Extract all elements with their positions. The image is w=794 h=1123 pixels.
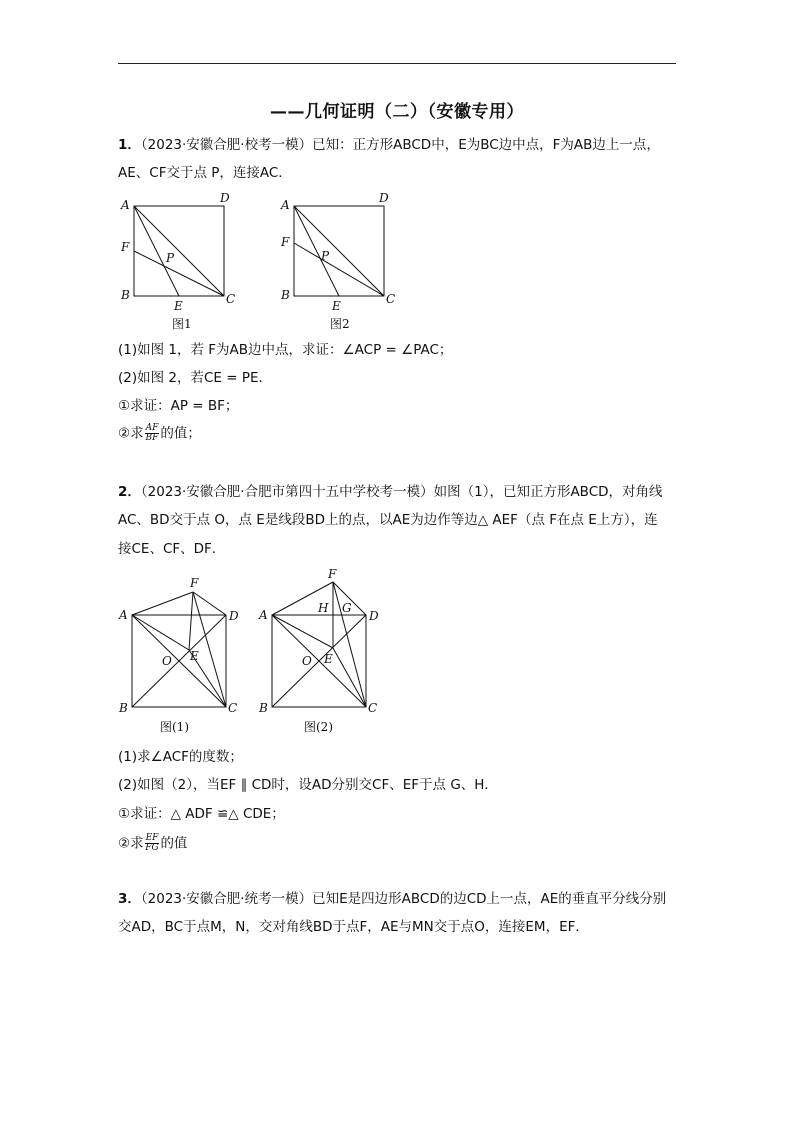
- p1-q2b-numerator: AF: [145, 423, 159, 433]
- problem-1-figure-1: [118, 188, 248, 342]
- fig2-label-p: P: [321, 249, 330, 263]
- fig1-label-e: E: [174, 299, 183, 313]
- problem-1-number: 1．: [118, 137, 141, 153]
- fig-2-1-caption: 图(1): [160, 720, 189, 734]
- problem-2-number: 2．: [118, 484, 141, 500]
- fig-2-2-label-a: A: [259, 608, 268, 622]
- p1-q2b-fraction: [145, 424, 160, 443]
- fig2-label-f: F: [281, 235, 290, 249]
- fig1-caption: 图1: [172, 317, 192, 331]
- fig-2-1-label-c: C: [228, 701, 238, 715]
- problem-3-source: （2023·安徽合肥·统考一模）: [140, 891, 313, 907]
- fig-2-2-label-c: C: [368, 701, 378, 715]
- fig-2-1-label-f: F: [190, 576, 199, 590]
- problem-2-figure-2: [258, 562, 388, 746]
- problem-1-question-2: (2)如图 2，若CE = PE．: [118, 370, 273, 386]
- fig2-label-d: D: [379, 191, 389, 205]
- problem-2-question-2: (2)如图（2），当EF ∥ CD时，设AD分别交CF、EF于点 G、H．: [118, 777, 498, 793]
- fig2-label-b: B: [281, 288, 290, 302]
- problem-1-question-1: (1)如图 1，若 F为AB边中点，求证：∠ACP = ∠PAC；: [118, 342, 453, 358]
- fig2-label-e: E: [332, 299, 341, 313]
- fig1-label-b: B: [121, 288, 130, 302]
- p1-q2b-suffix: 的值；: [160, 425, 201, 442]
- fig-2-2-label-f: F: [328, 567, 337, 581]
- problem-1-text-1: 已知：正方形ABCD中，E为BC边中点，F为AB边上一点，: [312, 137, 660, 153]
- problem-2-line-3: 接CE、CF、DF．: [118, 541, 226, 557]
- problem-2-figure-1: [118, 570, 248, 744]
- problem-1-question-2a: ①求证：AP = BF；: [118, 398, 239, 414]
- p2-q2b-suffix: 的值: [160, 835, 188, 852]
- fig-2-1-label-e: E: [190, 649, 199, 663]
- page-title: ——几何证明（二）（安徽专用）: [270, 102, 524, 122]
- fig-2-2-label-o: O: [302, 654, 312, 668]
- fig-2-2-label-e: E: [324, 652, 333, 666]
- fig1-label-c: C: [226, 292, 236, 306]
- problem-2-question-2b: [118, 834, 187, 853]
- problem-3-text-1: 已知E是四边形ABCD的边CD上一点，AE的垂直平分线分别: [312, 891, 667, 907]
- p2-q2b-fraction: [145, 834, 160, 853]
- fig-2-1-label-d: D: [229, 609, 239, 623]
- p2-q2b-prefix: ②求: [118, 835, 144, 852]
- problem-1-figure-2: [278, 188, 408, 342]
- problem-2-question-1: (1)求∠ACF的度数；: [118, 749, 243, 765]
- fig1-label-f: F: [121, 240, 130, 254]
- fig-2-2-label-b: B: [259, 701, 268, 715]
- problem-2-source: （2023·安徽合肥·合肥市第四十五中学校考一模）: [140, 484, 434, 500]
- fig1-label-p: P: [166, 251, 175, 265]
- problem-1-line-2: AE、CF交于点 P，连接AC．: [118, 165, 292, 181]
- fig-2-2-label-d: D: [369, 609, 379, 623]
- problem-3-line-1: [118, 890, 666, 908]
- header-rule: [118, 63, 676, 64]
- fig-2-2-caption: 图(2): [304, 720, 333, 734]
- p2-q2b-numerator: EF: [145, 833, 159, 843]
- fig2-label-a: A: [281, 198, 290, 212]
- problem-2-question-2a: ①求证：△ ADF ≌△ CDE；: [118, 806, 285, 822]
- problem-3-number: 3．: [118, 891, 141, 907]
- problem-2-text-1: 如图（1），已知正方形ABCD，对角线: [433, 484, 663, 500]
- fig2-caption: 图2: [330, 317, 350, 331]
- fig2-label-c: C: [386, 292, 396, 306]
- fig-2-1-label-b: B: [119, 701, 128, 715]
- fig-2-2-label-h: H: [318, 601, 329, 615]
- fig1-label-d: D: [220, 191, 230, 205]
- problem-1-line-1: [118, 136, 660, 154]
- problem-3-line-2: 交AD，BC于点M，N，交对角线BD于点F，AE与MN交于点O，连接EM，EF．: [118, 919, 589, 935]
- fig-2-2-label-g: G: [342, 601, 352, 615]
- p2-q2b-denominator: FG: [145, 843, 159, 853]
- p1-q2b-prefix: ②求: [118, 425, 144, 442]
- problem-2-line-1: [118, 483, 663, 501]
- fig-2-1-label-a: A: [119, 608, 128, 622]
- p1-q2b-denominator: BF: [145, 433, 159, 443]
- fig1-label-a: A: [121, 198, 130, 212]
- problem-2-line-2: AC、BD交于点 O，点 E是线段BD上的点，以AE为边作等边△ AEF（点 F在点 E上方），连: [118, 512, 658, 528]
- fig-2-1-label-o: O: [162, 654, 172, 668]
- problem-1-source: （2023·安徽合肥·校考一模）: [140, 137, 313, 153]
- problem-1-question-2b: [118, 424, 201, 443]
